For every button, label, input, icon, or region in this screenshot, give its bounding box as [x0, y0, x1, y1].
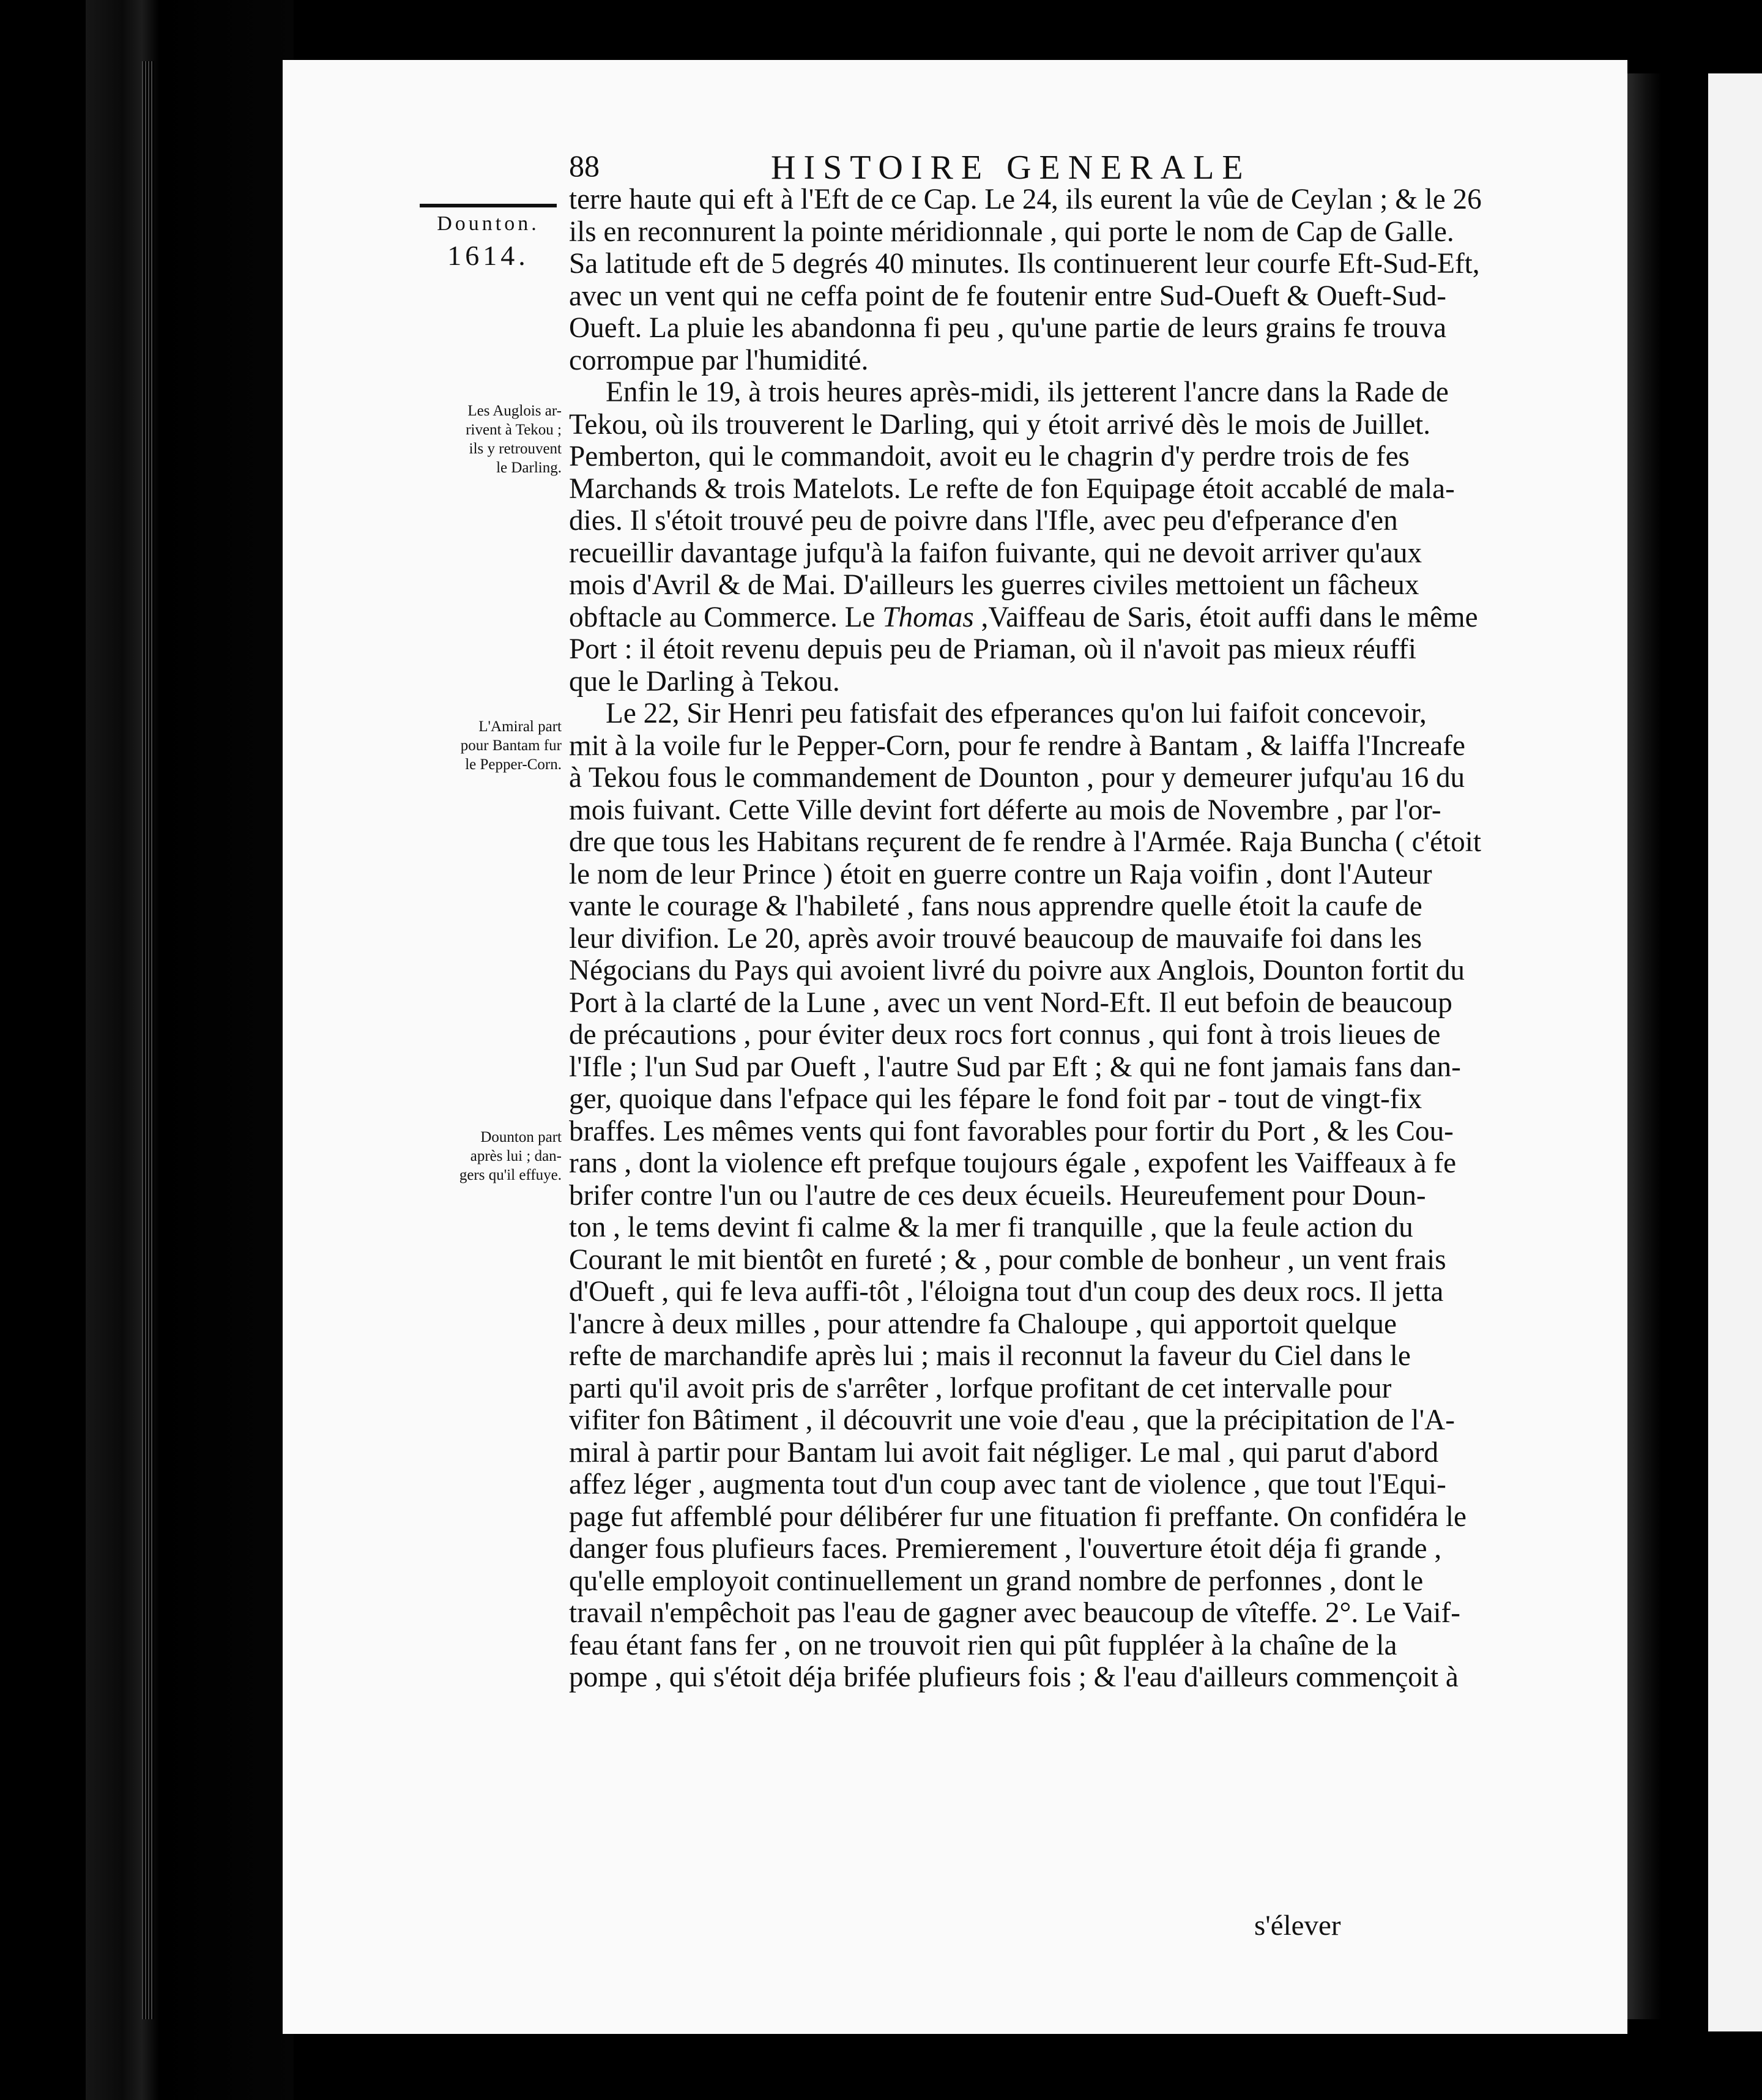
text-line: Le 22, Sir Henri peu fatisfait des efperances qu'on lui faifoit concevoir, — [606, 698, 1427, 729]
margin-note-line: L'Amiral part — [478, 718, 562, 735]
text-line: refte de marchandife après lui ; mais il reconnut la faveur du Ciel dans le — [569, 1340, 1411, 1372]
margin-note — [404, 1128, 562, 1185]
adjacent-page — [1708, 73, 1762, 2031]
margin-note-line: le Pepper-Corn. — [465, 756, 562, 773]
text-line: d'Oueft , qui fe leva auffi-tôt , l'éloigna tout d'un coup des deux rocs. Il jetta — [569, 1276, 1444, 1308]
text-line: recueillir davantage jufqu'à la faifon fuivante, qui ne devoit arriver qu'aux — [569, 537, 1422, 569]
page-edges — [142, 61, 154, 2019]
text-line: Oueft. La pluie les abandonna fi peu , qu'une partie de leurs grains fe trouva — [569, 312, 1447, 344]
text-line: le nom de leur Prince ) étoit en guerre contre un Raja voifin , dont l'Auteur — [569, 858, 1432, 890]
margin-heading-year: 1614. — [447, 240, 529, 271]
text-line: danger fous plufieurs faces. Premierement , l'ouverture étoit déja fi grande , — [569, 1533, 1442, 1565]
text-line: brifer contre l'un ou l'autre de ces deux écueils. Heureufement pour Doun- — [569, 1179, 1426, 1212]
text-line: Enfin le 19, à trois heures après-midi, ils jetterent l'ancre dans la Rade de — [606, 376, 1449, 408]
margin-note-line: ils y retrouvent — [469, 441, 562, 457]
text-line: ton , le tems devint fi calme & la mer fi tranquille , que la feule action du — [569, 1212, 1413, 1243]
text-line: vifiter fon Bâtiment , il découvrit une voie d'eau , que la précipitation de l'A- — [569, 1404, 1455, 1436]
text-line: mit à la voile fur le Pepper-Corn, pour fe rendre à Bantam , & laiffa l'Increafe — [569, 729, 1465, 762]
catchword: s'élever — [1254, 1910, 1341, 1942]
text-line: mois fuivant. Cette Ville devint fort déferte au mois de Novembre , par l'or- — [569, 794, 1441, 826]
margin-note-line: le Darling. — [496, 460, 562, 476]
margin-note-line: Dounton part — [480, 1129, 562, 1145]
running-title: HISTOIRE GENERALE — [771, 149, 1251, 187]
text-line: leur divifion. Le 20, après avoir trouvé beaucoup de mauvaife foi dans les — [569, 922, 1422, 955]
text-line: affez léger , augmenta tout d'un coup avec tant de violence , que tout l'Equi- — [569, 1469, 1446, 1500]
text-line: l'Ifle ; l'un Sud par Oueft , l'autre Sud par Eft ; & qui ne font jamais fans dan- — [569, 1051, 1461, 1083]
text-line: qu'elle employoit continuellement un grand nombre de perfonnes , dont le — [569, 1565, 1424, 1597]
text-line: Pemberton, qui le commandoit, avoit eu le chagrin d'y perdre trois de fes — [569, 441, 1410, 472]
text-line: Sa latitude eft de 5 degrés 40 minutes. Ils continuerent leur courfe Eft-Sud-Eft, — [569, 248, 1480, 280]
text-line: à Tekou fous le commandement de Dounton , pour y demeurer jufqu'au 16 du — [569, 762, 1465, 794]
body-text — [569, 184, 1482, 1694]
text-line: que le Darling à Tekou. — [569, 665, 840, 698]
text-line: ils en reconnurent la pointe méridionnale , qui porte le nom de Cap de Galle. — [569, 215, 1454, 248]
text-line: terre haute qui eft à l'Eft de ce Cap. Le 24, ils eurent la vûe de Ceylan ; & le 26 — [569, 184, 1482, 215]
margin-rule — [420, 204, 557, 207]
margin-note-line: gers qu'il effuye. — [459, 1167, 562, 1183]
text-line: obftacle au Commerce. Le Thomas ,Vaiffeau de Saris, étoit auffi dans le même — [569, 601, 1478, 633]
margin-note-line: Les Auglois ar- — [467, 403, 562, 419]
text-line: braffes. Les mêmes vents qui font favorables pour fortir du Port , & les Cou- — [569, 1115, 1454, 1147]
text-line: Port : il étoit revenu depuis peu de Priaman, où il n'avoit pas mieux réuffi — [569, 633, 1416, 665]
margin-note-line: pour Bantam fur — [460, 737, 562, 754]
text-line: mois d'Avril & de Mai. D'ailleurs les guerres civiles mettoient un fâcheux — [569, 569, 1419, 601]
text-line: travail n'empêchoit pas l'eau de gagner avec beaucoup de vîteffe. 2°. Le Vaif- — [569, 1597, 1460, 1629]
margin-note-line: après lui ; dan- — [470, 1148, 562, 1164]
margin-note-line: rivent à Tekou ; — [466, 422, 562, 438]
text-line: Négocians du Pays qui avoient livré du poivre aux Anglois, Dounton fortit du — [569, 955, 1465, 986]
text-line: miral à partir pour Bantam lui avoit fait négliger. Le mal , qui parut d'abord — [569, 1436, 1439, 1469]
text-line: page fut affemblé pour délibérer fur une fituation fi preffante. On confidéra le — [569, 1500, 1466, 1533]
text-line: de précautions , pour éviter deux rocs fort connus , qui font à trois lieues de — [569, 1019, 1441, 1051]
text-line: vante le courage & l'habileté , fans nous apprendre quelle étoit la caufe de — [569, 890, 1422, 922]
gutter-shadow — [1627, 73, 1662, 2019]
margin-heading — [416, 212, 560, 272]
text-line: Port à la clarté de la Lune , avec un vent Nord-Eft. Il eut befoin de beaucoup — [569, 986, 1452, 1019]
text-line: corrompue par l'humidité. — [569, 344, 869, 376]
text-line: rans , dont la violence eft prefque toujours égale , expofent les Vaiffeaux à fe — [569, 1147, 1457, 1179]
text-line: ger, quoique dans l'efpace qui les fépare le fond foit par - tout de vingt-fix — [569, 1083, 1422, 1115]
margin-heading-name: Dounton. — [437, 212, 540, 235]
text-line: Tekou, où ils trouverent le Darling, qui y étoit arrivé dès le mois de Juillet. — [569, 408, 1431, 441]
text-line: l'ancre à deux milles , pour attendre fa Chaloupe , qui apportoit quelque — [569, 1308, 1397, 1340]
page-number: 88 — [569, 149, 600, 183]
text-line: avec un vent qui ne ceffa point de fe foutenir entre Sud-Oueft & Oueft-Sud- — [569, 280, 1446, 312]
margin-note — [404, 401, 562, 477]
text-line: Courant le mit bientôt en fureté ; & , pour comble de bonheur , un vent frais — [569, 1243, 1446, 1276]
text-line: dies. Il s'étoit trouvé peu de poivre dans l'Ifle, avec peu d'efperance d'en — [569, 505, 1398, 537]
margin-note — [404, 717, 562, 774]
text-line: Marchands & trois Matelots. Le refte de fon Equipage étoit accablé de mala- — [569, 472, 1455, 505]
text-line: dre que tous les Habitans reçurent de fe rendre à l'Armée. Raja Buncha ( c'étoit — [569, 826, 1481, 858]
text-line: parti qu'il avoit pris de s'arrêter , lorfque profitant de cet intervalle pour — [569, 1372, 1392, 1404]
text-line: feau étant fans fer , on ne trouvoit rien qui pût fuppléer à la chaîne de la — [569, 1629, 1397, 1661]
text-line: pompe , qui s'étoit déja brifée plufieurs fois ; & l'eau d'ailleurs commençoit à — [569, 1661, 1459, 1693]
